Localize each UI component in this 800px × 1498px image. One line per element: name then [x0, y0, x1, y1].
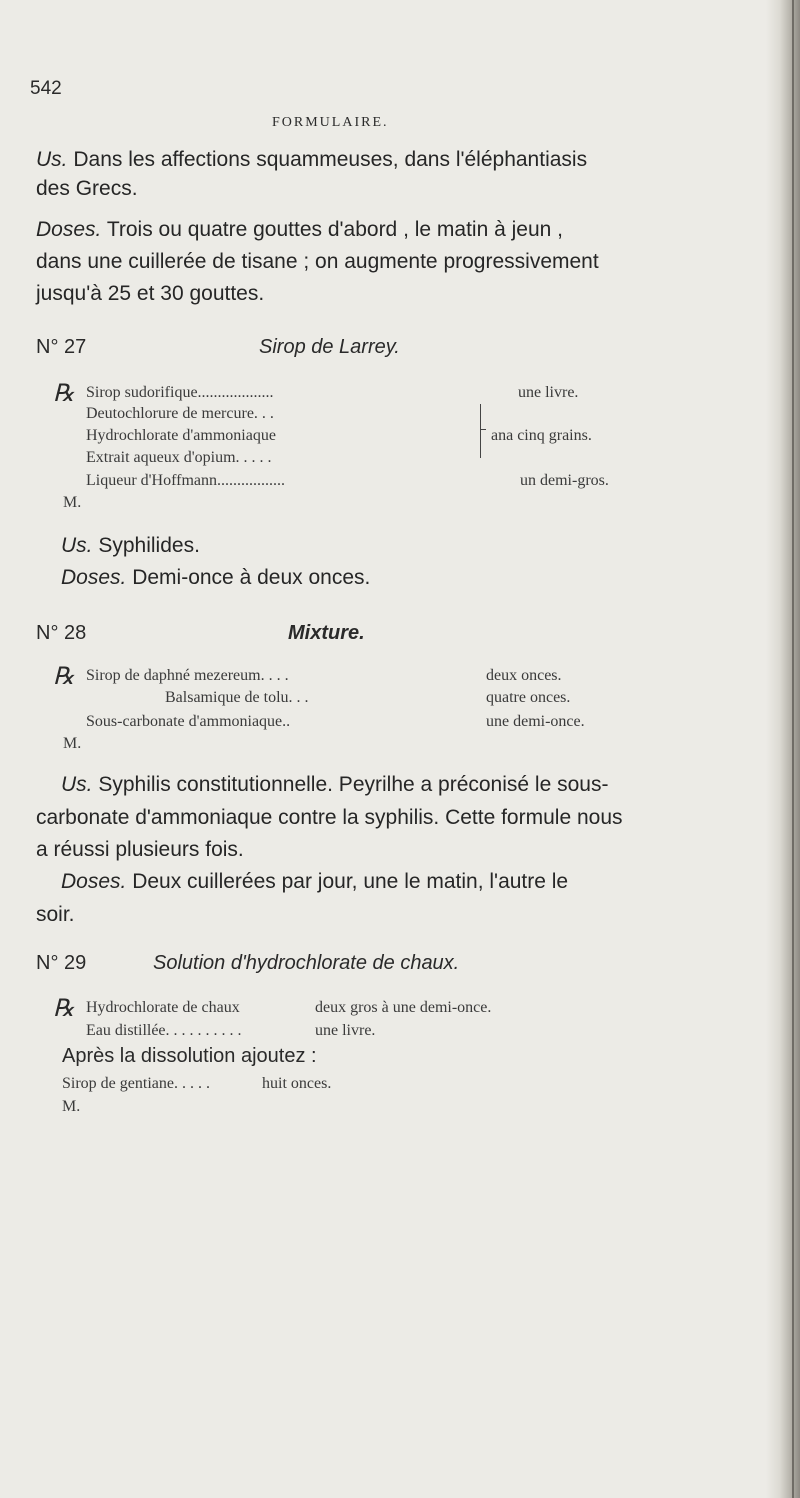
f27-ingredient-3: Hydrochlorate d'ammoniaque [86, 427, 276, 444]
intro-doses-line2: dans une cuillerée de tisane ; on augmente progressivement [36, 250, 599, 273]
rx-symbol: ℞ [53, 664, 75, 690]
running-head: FORMULAIRE. [272, 115, 389, 130]
page-edge-line [792, 0, 794, 1498]
intro-usage-line1 [36, 148, 587, 172]
usage-label: Us. [61, 534, 93, 557]
f29-ingredient-1: Hydrochlorate de chaux [86, 999, 240, 1016]
usage-text: Dans les affections squammeuses, dans l'éléphantiasis [73, 148, 588, 171]
f28-usage-line3: a réussi plusieurs fois. [36, 838, 244, 861]
rx-symbol: ℞ [53, 996, 75, 1022]
f27-quantity-group: ana cinq grains. [491, 427, 592, 444]
page-edge-shadow [766, 0, 800, 1498]
usage-text: Syphilides. [98, 534, 200, 557]
f28-ingredient-1: Sirop de daphné mezereum. . . . [86, 667, 289, 684]
f27-ingredient-2: Deutochlorure de mercure. . . [86, 405, 274, 422]
page-number: 542 [30, 78, 62, 99]
f29-ingredient-2: Eau distillée. . . . . . . . . . [86, 1022, 242, 1039]
f27-ingredient-5: Liqueur d'Hoffmann................. [86, 472, 285, 489]
doses-label: Doses. [61, 870, 127, 893]
f27-usage [61, 534, 200, 558]
f27-ingredient-4: Extrait aqueux d'opium. . . . . [86, 449, 272, 466]
formula-28-number: N° 28 [36, 622, 87, 644]
formula-29-title: Solution d'hydrochlorate de chaux. [153, 952, 460, 974]
f29-misce: M. [62, 1098, 81, 1115]
f28-doses-line1 [61, 870, 568, 894]
intro-doses-line1 [36, 218, 563, 242]
formula-27-title: Sirop de Larrey. [259, 336, 400, 358]
f29-after-dissolution: Après la dissolution ajoutez : [62, 1045, 317, 1067]
intro-doses-line3: jusqu'à 25 et 30 gouttes. [36, 282, 265, 305]
formula-28-title: Mixture. [288, 622, 365, 644]
formula-29-number: N° 29 [36, 952, 87, 974]
f29-quantity-3: huit onces. [262, 1075, 332, 1092]
f28-usage-line1 [61, 773, 608, 797]
formula-27-number: N° 27 [36, 336, 87, 358]
brace-tip [480, 429, 486, 430]
brace [472, 404, 481, 458]
f28-usage-line2: carbonate d'ammoniaque contre la syphilis. Cette formule nous [36, 806, 623, 829]
f29-quantity-1: deux gros à une demi-once. [315, 999, 492, 1016]
intro-usage-line2: des Grecs. [36, 177, 138, 200]
f29-quantity-2: une livre. [315, 1022, 376, 1039]
doses-text: Deux cuillerées par jour, une le matin, l'autre le [132, 870, 569, 893]
f27-quantity-5: un demi-gros. [520, 472, 609, 489]
usage-label: Us. [61, 773, 93, 796]
f28-misce: M. [63, 735, 82, 752]
f28-ingredient-2: Balsamique de tolu. . . [165, 689, 309, 706]
f27-ingredient-1: Sirop sudorifique................... [86, 384, 274, 401]
doses-label: Doses. [36, 218, 102, 241]
f28-ingredient-3: Sous-carbonate d'ammoniaque.. [86, 713, 291, 730]
f28-quantity-1: deux onces. [486, 667, 562, 684]
rx-symbol: ℞ [53, 381, 75, 407]
doses-text: Trois ou quatre gouttes d'abord , le matin à jeun , [106, 218, 563, 241]
f28-quantity-2: quatre onces. [486, 689, 571, 706]
f28-doses-line2: soir. [36, 903, 75, 926]
f27-quantity-1: une livre. [518, 384, 579, 401]
f28-quantity-3: une demi-once. [486, 713, 585, 730]
usage-text: Syphilis constitutionnelle. Peyrilhe a préconisé le sous- [98, 773, 609, 796]
f27-misce: M. [63, 494, 82, 511]
f27-doses [61, 566, 370, 590]
doses-text: Demi-once à deux onces. [132, 566, 371, 589]
usage-label: Us. [36, 148, 68, 171]
f29-ingredient-3: Sirop de gentiane. . . . . [62, 1075, 210, 1092]
doses-label: Doses. [61, 566, 127, 589]
